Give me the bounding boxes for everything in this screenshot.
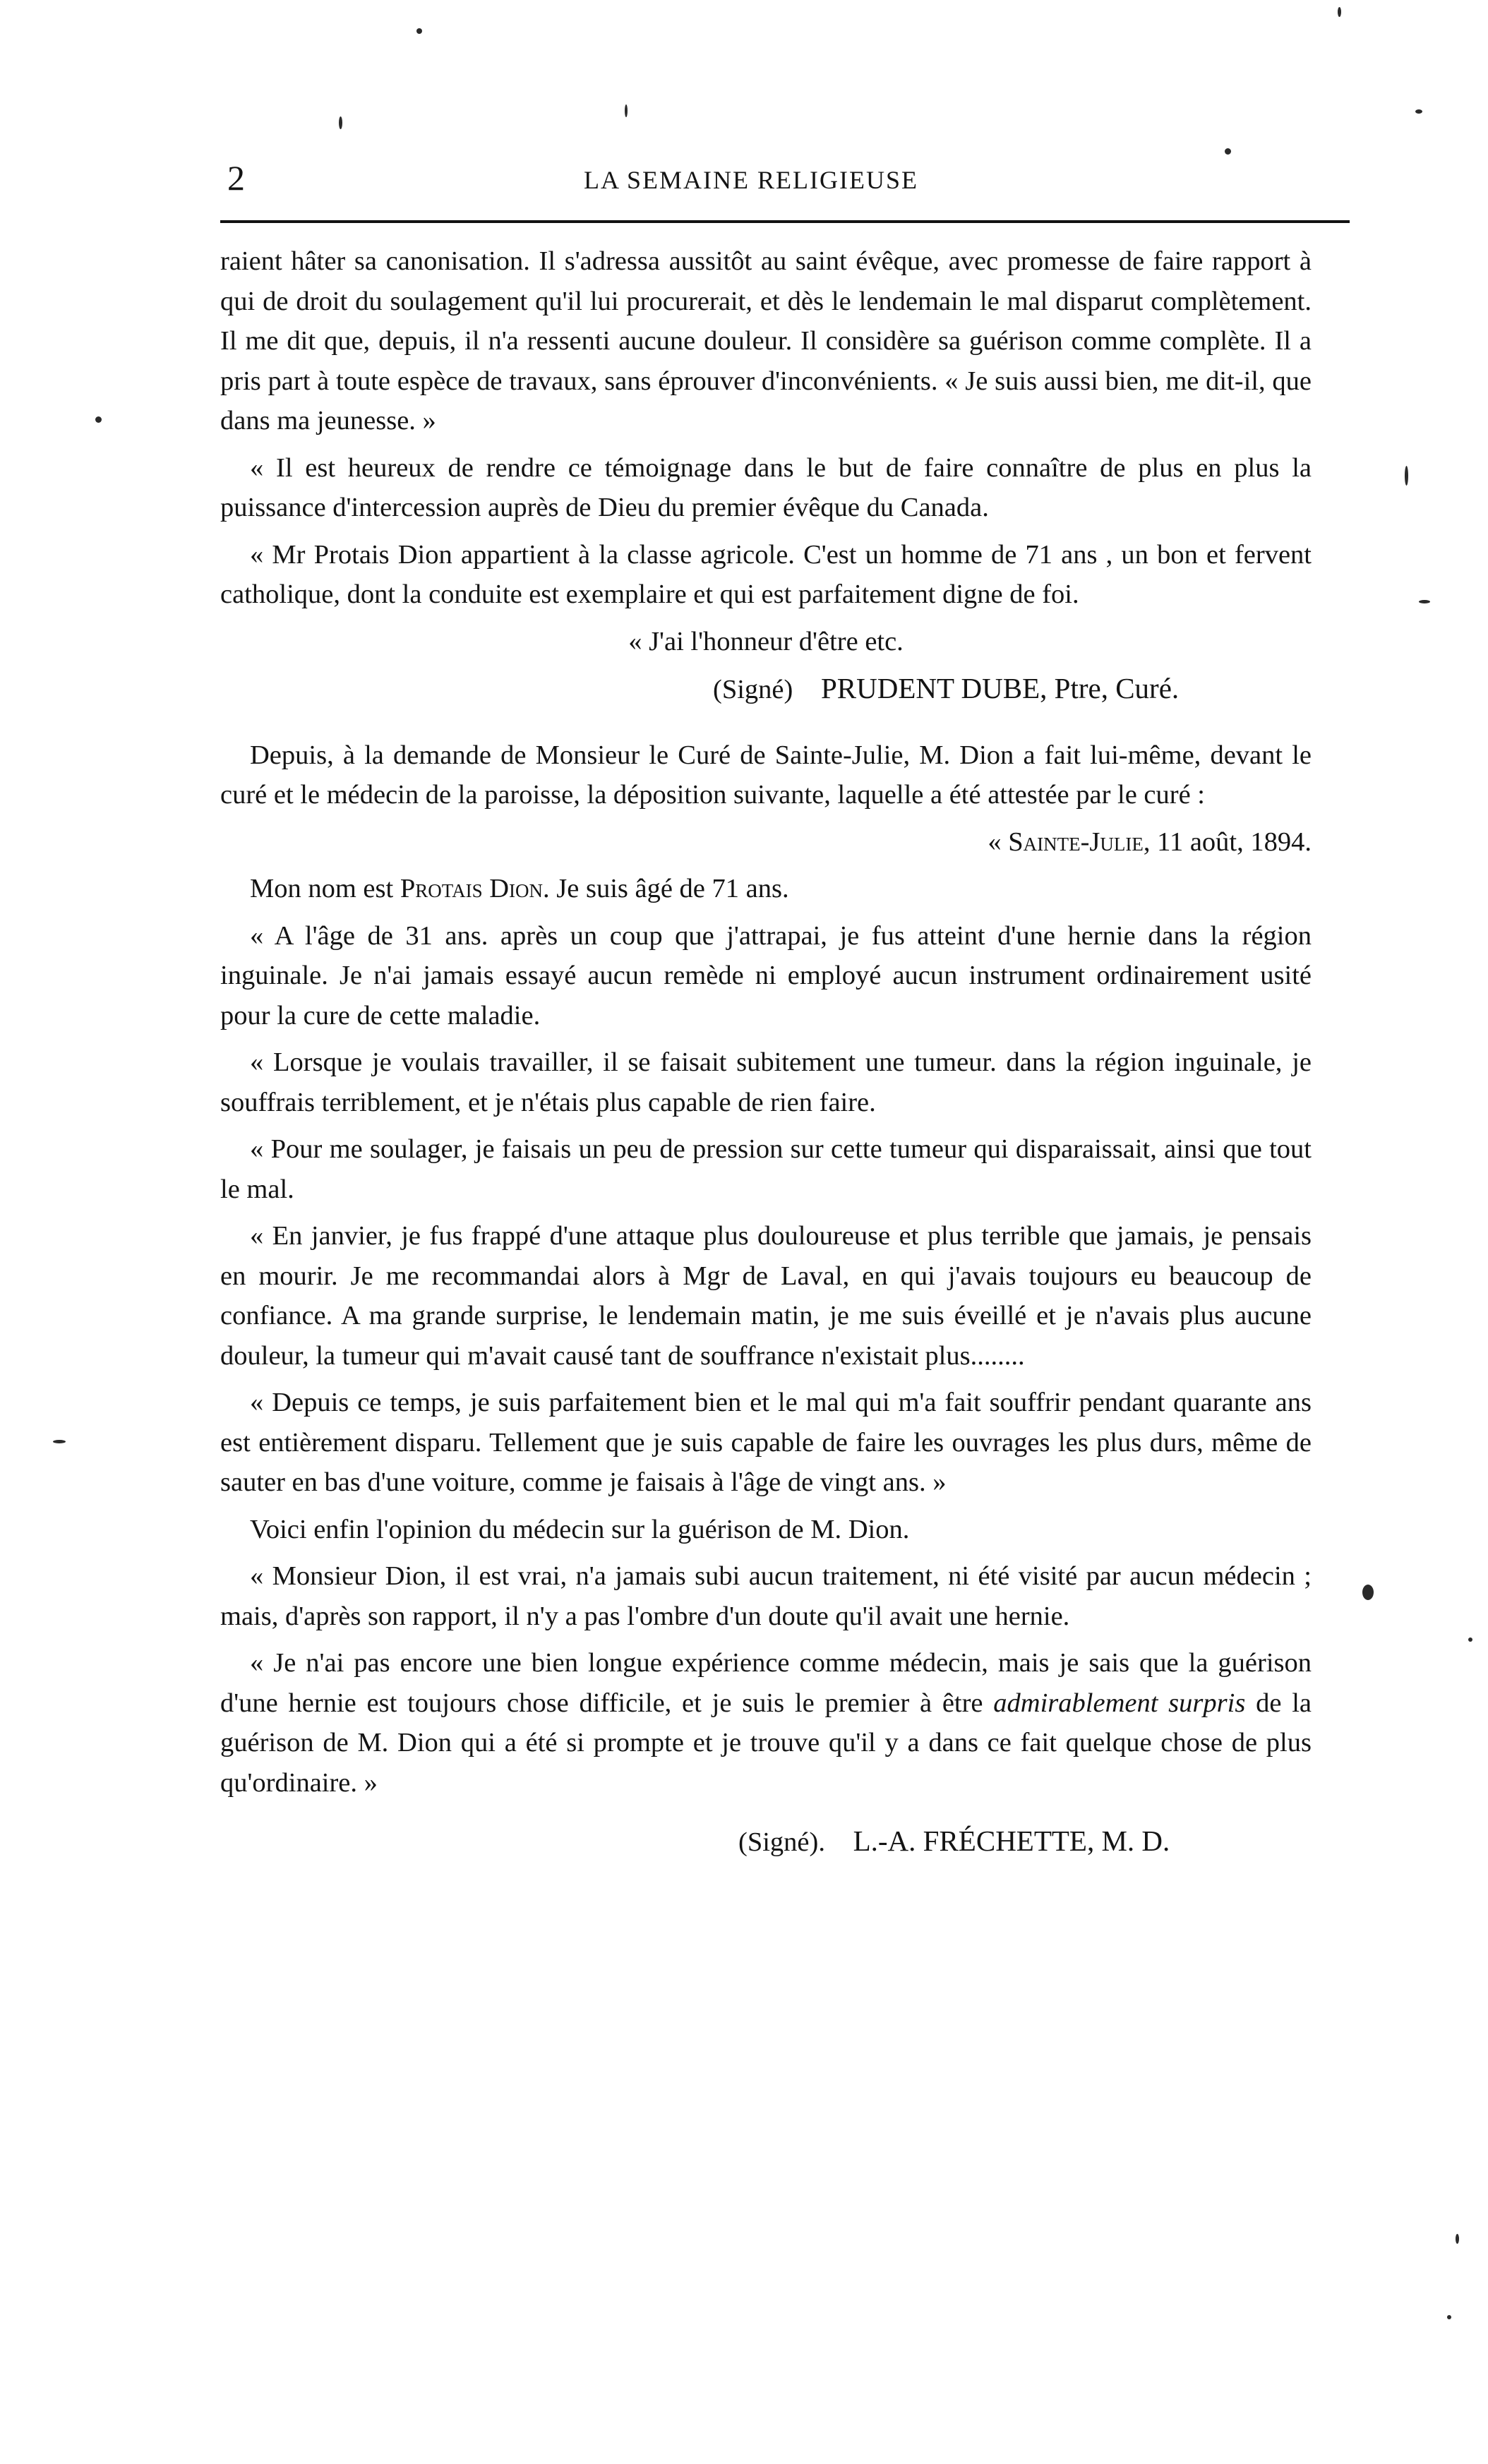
scan-speck [1447, 2315, 1451, 2319]
paragraph: raient hâter sa canonisation. Il s'adressa aussitôt au saint évêque, avec promesse de faire rapport à qui de droit du soulagement qu'il lui procurerait, et dès le lendemain le mal disparut complètement. Il me dit que, depuis, il n'a ressenti aucune douleur. Il considère sa guérison comme complète. Il a pris part à toute espèce de travaux, sans éprouver d'inconvénients. « Je suis aussi bien, me dit-il, que dans ma jeunesse. » [220, 246, 1312, 435]
signature-cure [220, 668, 1312, 710]
paragraph: « Pour me soulager, je faisais un peu de pression sur cette tumeur qui disparaissait, ainsi que tout le mal. [220, 1134, 1312, 1204]
paragraph: « Depuis ce temps, je suis parfaitement bien et le mal qui m'a fait souffrir pendant quarante ans est entièrement disparu. Tellement que je suis capable de faire les ouvrages les plus durs, même de sauter en bas d'une voiture, comme je faisais à l'âge de vingt ans. » [220, 1388, 1312, 1497]
scan-speck [1225, 148, 1231, 155]
scan-speck [339, 116, 342, 129]
scan-speck [1362, 1585, 1374, 1600]
dateline-date: 11 août, 1894. [1157, 827, 1312, 857]
header-rule [220, 220, 1350, 223]
person-name: Protais Dion. [400, 874, 550, 903]
running-head: LA SEMAINE RELIGIEUSE [584, 166, 918, 194]
italic-phrase: admirablement surpris [993, 1688, 1246, 1718]
signature-name: L.-A. FRÉCHETTE, M. D. [853, 1825, 1170, 1857]
dateline-place: « Sainte-Julie, [988, 827, 1151, 857]
page-body [220, 241, 1312, 1870]
scan-speck [1456, 2234, 1459, 2244]
paragraph: « Lorsque je voulais travailler, il se faisait subitement une tumeur. dans la région inguinale, je souffrais terriblement, et je n'étais plus capable de rien faire. [220, 1047, 1312, 1117]
scan-speck [625, 104, 628, 117]
scan-speck [1405, 466, 1408, 486]
scan-speck [1419, 600, 1430, 603]
text-span: de la guérison de M. Dion qui a été si prompte et je trouve qu'il y a dans ce fait quelque chose de plus qu'ordinaire. » [220, 1688, 1312, 1798]
paragraph: « Mr Protais Dion appartient à la classe agricole. C'est un homme de 71 ans , un bon et fervent catholique, dont la conduite est exemplaire et qui est parfaitement digne de foi. [220, 539, 1312, 609]
scan-speck [1415, 109, 1422, 114]
paragraph: « Il est heureux de rendre ce témoignage dans le but de faire connaître de plus en plus la puissance d'intercession auprès de Dieu du premier évêque du Canada. [220, 452, 1312, 522]
page-header [220, 157, 1350, 199]
paragraph [220, 869, 1312, 909]
paragraph: « A l'âge de 31 ans. après un coup que j'attrapai, je fus atteint d'une hernie dans la région inguinale. Je n'ai jamais essayé aucun remède ni employé aucun instrument ordinairement usité pour la cure de cette maladie. [220, 920, 1312, 1030]
scan-speck [1338, 7, 1341, 17]
signature-doctor [220, 1821, 1312, 1863]
signature-prefix: (Signé). [738, 1827, 825, 1857]
paragraph: « En janvier, je fus frappé d'une attaque plus douloureuse et plus terrible que jamais, je pensais en mourir. Je me recommandai alors à Mgr de Laval, en qui j'avais toujours eu beaucoup de confiance. A ma grande surprise, le lendemain matin, je me suis éveillé et je n'avais plus aucune douleur, la tumeur qui m'avait causé tant de souffrance n'existait plus........ [220, 1221, 1312, 1371]
signature-name: PRUDENT DUBE, Ptre, Curé. [820, 672, 1180, 704]
text-span: « Je n'ai pas encore une bien longue expérience comme médecin, mais je sais que la guérison d'une hernie est toujours chose difficile, et je suis le premier à être [220, 1648, 1312, 1718]
paragraph [220, 1643, 1312, 1803]
closing-formula: « J'ai l'honneur d'être etc. [628, 626, 904, 656]
paragraph: Depuis, à la demande de Monsieur le Curé de Sainte-Julie, M. Dion a fait lui-même, devant le curé et le médecin de la paroisse, la déposition suivante, laquelle a été attestée par le curé : [220, 740, 1312, 810]
scan-speck [1468, 1637, 1472, 1642]
paragraph: Voici enfin l'opinion du médecin sur la guérison de M. Dion. [250, 1514, 910, 1544]
text-span: Je suis âgé de 71 ans. [556, 874, 789, 903]
page-number: 2 [227, 158, 245, 198]
signature-prefix: (Signé) [713, 675, 793, 704]
text-span: Mon nom est [250, 874, 394, 903]
scan-speck [416, 28, 422, 34]
paragraph: « Monsieur Dion, il est vrai, n'a jamais subi aucun traitement, ni été visité par aucun médecin ; mais, d'après son rapport, il n'y a pas l'ombre d'un doute qu'il avait une hernie. [220, 1561, 1312, 1631]
scan-speck [53, 1440, 66, 1443]
dateline [220, 822, 1312, 863]
scan-speck [95, 416, 102, 423]
